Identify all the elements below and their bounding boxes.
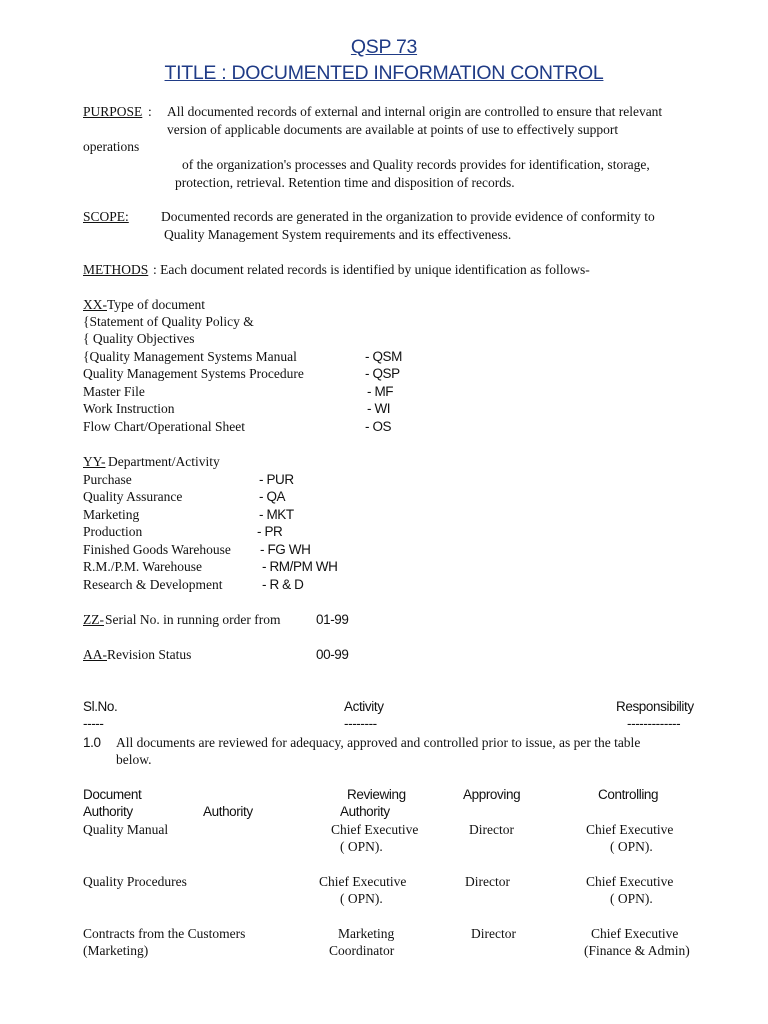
table-cell-document: Quality Procedures [83,874,187,889]
list-item: Flow Chart/Operational Sheet [83,419,245,434]
xx-label: XX- [83,297,107,312]
step-number: 1.0 [83,735,101,750]
table-cell-reviewing: Coordinator [329,943,395,958]
list-item: Research & Development [83,577,223,592]
list-item-code: - R & D [262,577,304,592]
aa-value: 00-99 [316,647,349,662]
purpose-line-2: version of applicable documents are available at points of use to effectively support [167,122,619,137]
list-item: Quality Assurance [83,489,183,504]
list-item: R.M./P.M. Warehouse [83,559,203,574]
list-item: Marketing [83,507,140,522]
list-item-code: - PR [257,524,283,539]
list-item-code: - FG WH [260,542,311,557]
table-cell-approving: Director [471,926,516,941]
table-cell-approving: Director [465,874,510,889]
table-cell-reviewing: ( OPN). [340,839,383,854]
table-cell-controlling: Chief Executive [586,822,674,837]
table-cell-reviewing: Chief Executive [319,874,407,889]
list-item-code: - MF [367,384,394,399]
zz-value: 01-99 [316,612,349,627]
aa-text: Revision Status [107,647,192,662]
matrix-header-authority: Authority [83,804,133,819]
methods-text: : Each document related records is identified by unique identification as follows- [153,262,590,277]
aa-label: AA- [83,647,107,662]
xx-heading: Type of document [107,297,206,312]
list-item: Work Instruction [83,401,175,416]
table-cell-reviewing: Marketing [338,926,395,941]
list-item-code: - RM/PM WH [262,559,338,574]
scope-line-1: Documented records are generated in the organization to provide evidence of conformity to [161,209,655,224]
header-slno: Sl.No. [83,699,118,714]
matrix-header-authority: Authority [340,804,390,819]
table-cell-reviewing: ( OPN). [340,891,383,906]
list-item: Purchase [83,472,132,487]
table-cell-reviewing: Chief Executive [331,822,419,837]
scope-label: SCOPE: [83,209,129,224]
step-text-line-2: below. [116,752,152,767]
list-item-code: - QA [259,489,286,504]
list-item-code: - OS [365,419,392,434]
document-title: TITLE : DOCUMENTED INFORMATION CONTROL [164,62,604,84]
zz-text: Serial No. in running order from [105,612,281,627]
list-item: Finished Goods Warehouse [83,542,231,557]
zz-label: ZZ- [83,612,104,627]
table-cell-controlling: Chief Executive [591,926,679,941]
table-cell-document: (Marketing) [83,943,149,958]
list-item: { Quality Objectives [83,331,195,346]
list-item: {Quality Management Systems Manual [83,349,297,364]
matrix-header-document: Document [83,787,142,802]
header-divider: ----- [83,716,104,731]
list-item-code: - QSM [365,349,402,364]
purpose-line-1: All documented records of external and internal origin are controlled to ensure that relevant [167,104,663,119]
purpose-separator: : [148,104,152,119]
header-divider: ------------- [627,716,681,731]
list-item-code: - QSP [365,366,400,381]
list-item: Production [83,524,143,539]
yy-label: YY- [83,454,106,469]
purpose-line-5: protection, retrieval. Retention time and disposition of records. [175,175,515,190]
table-cell-controlling: (Finance & Admin) [584,943,690,958]
table-cell-document: Quality Manual [83,822,169,837]
document-code: QSP 73 [350,36,418,58]
header-activity: Activity [344,699,384,714]
matrix-header-reviewing: Reviewing [347,787,406,802]
table-cell-controlling: ( OPN). [610,839,653,854]
table-cell-approving: Director [469,822,514,837]
list-item-code: - MKT [259,507,294,522]
matrix-header-controlling: Controlling [598,787,659,802]
yy-heading: Department/Activity [108,454,220,469]
table-cell-controlling: Chief Executive [586,874,674,889]
purpose-label: PURPOSE [83,104,143,119]
list-item-code: - PUR [259,472,294,487]
list-item-code: - WI [367,401,391,416]
list-item: {Statement of Quality Policy & [83,314,254,329]
table-cell-controlling: ( OPN). [610,891,653,906]
list-item: Quality Management Systems Procedure [83,366,304,381]
matrix-header-authority: Authority [203,804,253,819]
purpose-line-4: of the organization's processes and Quality records provides for identification, storage, [182,157,650,172]
step-text-line-1: All documents are reviewed for adequacy, approved and controlled prior to issue, as per the table [116,735,641,750]
header-divider: -------- [344,716,377,731]
matrix-header-approving: Approving [463,787,521,802]
table-cell-document: Contracts from the Customers [83,926,246,941]
scope-line-2: Quality Management System requirements and its effectiveness. [164,227,512,242]
methods-label: METHODS [83,262,149,277]
header-responsibility: Responsibility [616,699,694,714]
list-item: Master File [83,384,145,399]
purpose-line-3: operations [83,139,140,154]
